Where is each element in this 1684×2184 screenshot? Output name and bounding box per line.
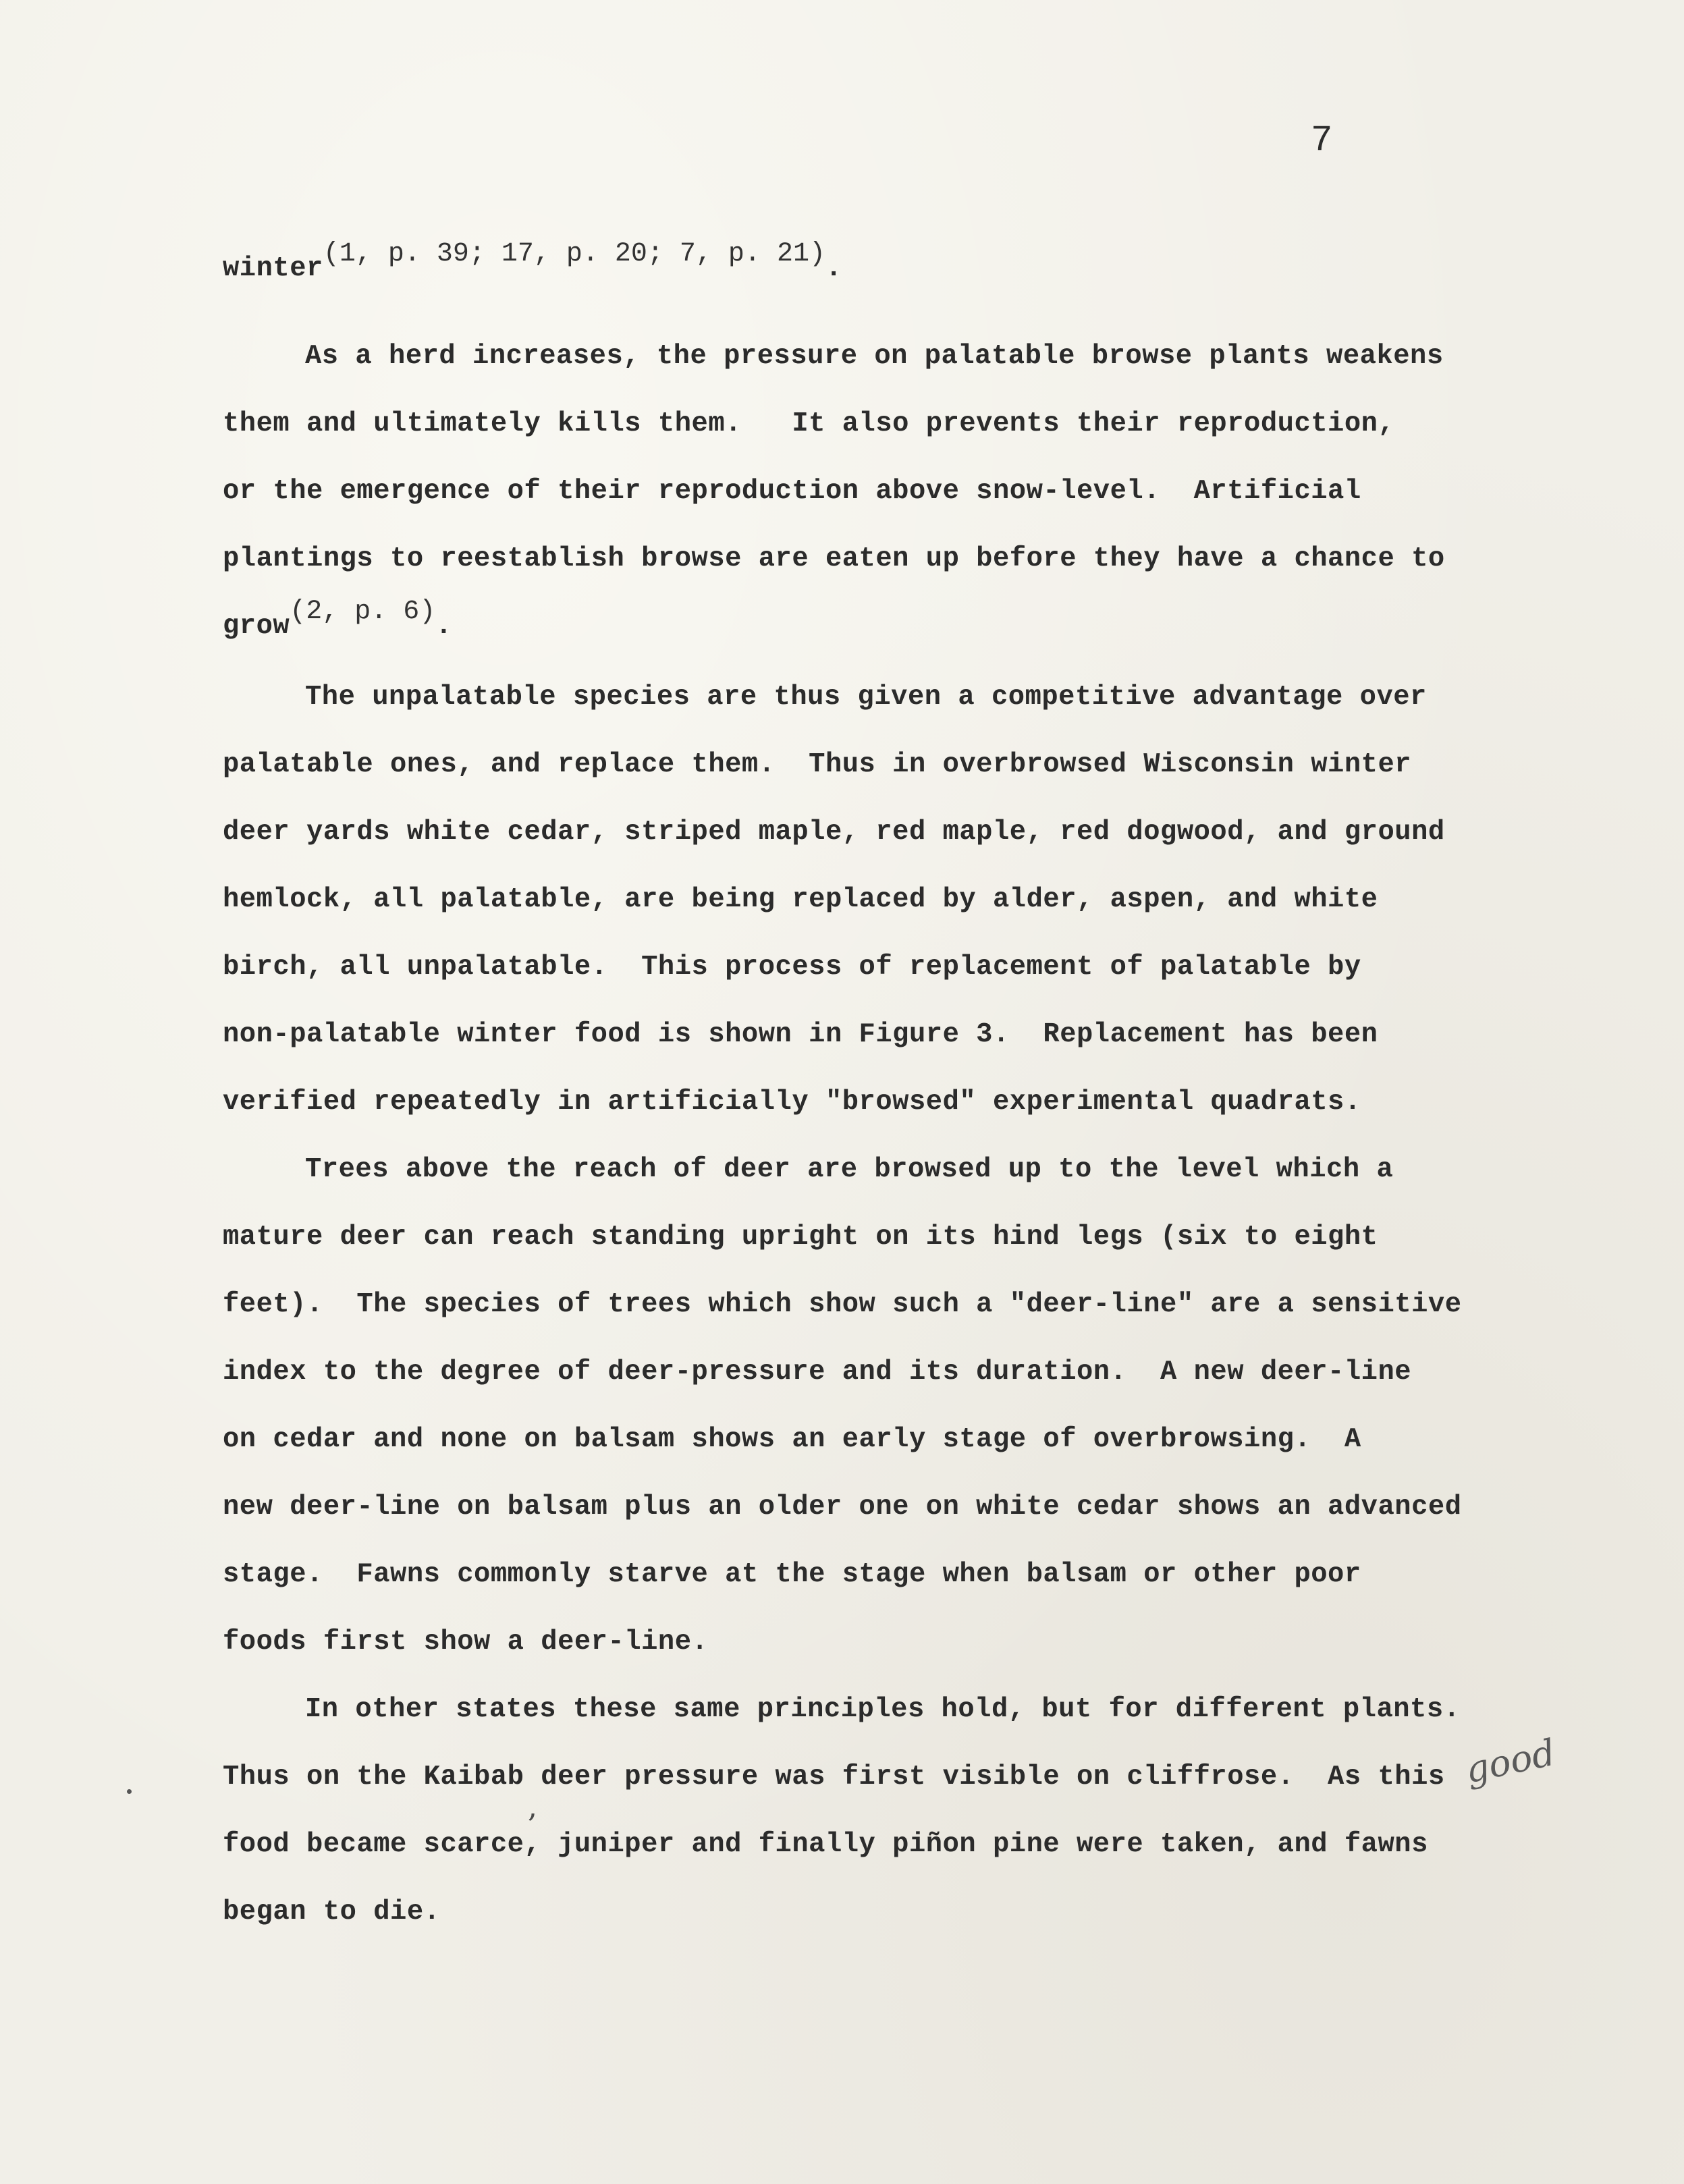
citation-line-winter — [223, 239, 842, 284]
paragraph-3-line-2: mature deer can reach standing upright on its hind legs (six to eight — [223, 1222, 1378, 1253]
paragraph-2-line-4: hemlock, all palatable, are being replaced by alder, aspen, and white — [223, 884, 1378, 915]
paragraph-3-line-6: new deer-line on balsam plus an older one on white cedar shows an advanced — [223, 1492, 1462, 1523]
paragraph-3-line-1: Trees above the reach of deer are browsed up to the level which a — [305, 1154, 1394, 1185]
paragraph-4-line-4: began to die. — [223, 1896, 441, 1928]
handwritten-word-annotation: good — [1461, 1730, 1559, 1792]
stray-ink-mark — [127, 1789, 132, 1794]
citation-superscript: (1, p. 39; 17, p. 20; 7, p. 21) — [323, 239, 825, 269]
line-period: . — [825, 253, 842, 284]
citation-superscript: (2, p. 6) — [290, 597, 436, 627]
paragraph-1-line-1: As a herd increases, the pressure on palatable browse plants weakens — [305, 341, 1444, 372]
paragraph-2-line-5: birch, all unpalatable. This process of replacement of palatable by — [223, 952, 1361, 983]
paragraph-2-line-2: palatable ones, and replace them. Thus in overbrowsed Wisconsin winter — [223, 749, 1412, 780]
paragraph-4-line-2: Thus on the Kaibab deer pressure was first visible on cliffrose. As this — [223, 1762, 1445, 1793]
paragraph-2-line-1: The unpalatable species are thus given a competitive advantage over — [305, 682, 1427, 713]
paragraph-3-line-8: foods first show a deer-line. — [223, 1627, 709, 1658]
handwritten-comma-annotation: , — [528, 1790, 537, 1824]
page-number: 7 — [1311, 120, 1333, 161]
paragraph-1-line-2: them and ultimately kills them. It also prevents their reproduction, — [223, 408, 1395, 439]
paragraph-4-line-1: In other states these same principles hold, but for different plants. — [305, 1694, 1461, 1725]
paragraph-2-line-7: verified repeatedly in artificially "browsed" experimental quadrats. — [223, 1087, 1361, 1118]
line-text: grow — [223, 611, 290, 642]
paragraph-2-line-3: deer yards white cedar, striped maple, red maple, red dogwood, and ground — [223, 817, 1445, 848]
paragraph-4-line-3: food became scarce, juniper and finally piñon pine were taken, and fawns — [223, 1829, 1428, 1860]
paragraph-3-line-7: stage. Fawns commonly starve at the stage when balsam or other poor — [223, 1559, 1361, 1590]
paragraph-2-line-6: non-palatable winter food is shown in Figure 3. Replacement has been — [223, 1019, 1378, 1050]
paragraph-3-line-3: feet). The species of trees which show such a "deer-line" are a sensitive — [223, 1289, 1462, 1320]
line-text: winter — [223, 253, 323, 284]
paragraph-3-line-5: on cedar and none on balsam shows an early stage of overbrowsing. A — [223, 1424, 1361, 1455]
paragraph-1-line-4: plantings to reestablish browse are eaten up before they have a chance to — [223, 543, 1445, 574]
citation-line-grow — [223, 597, 453, 642]
line-period: . — [435, 611, 453, 642]
paragraph-1-line-3: or the emergence of their reproduction above snow-level. Artificial — [223, 476, 1361, 507]
paragraph-3-line-4: index to the degree of deer-pressure and its duration. A new deer-line — [223, 1357, 1412, 1388]
